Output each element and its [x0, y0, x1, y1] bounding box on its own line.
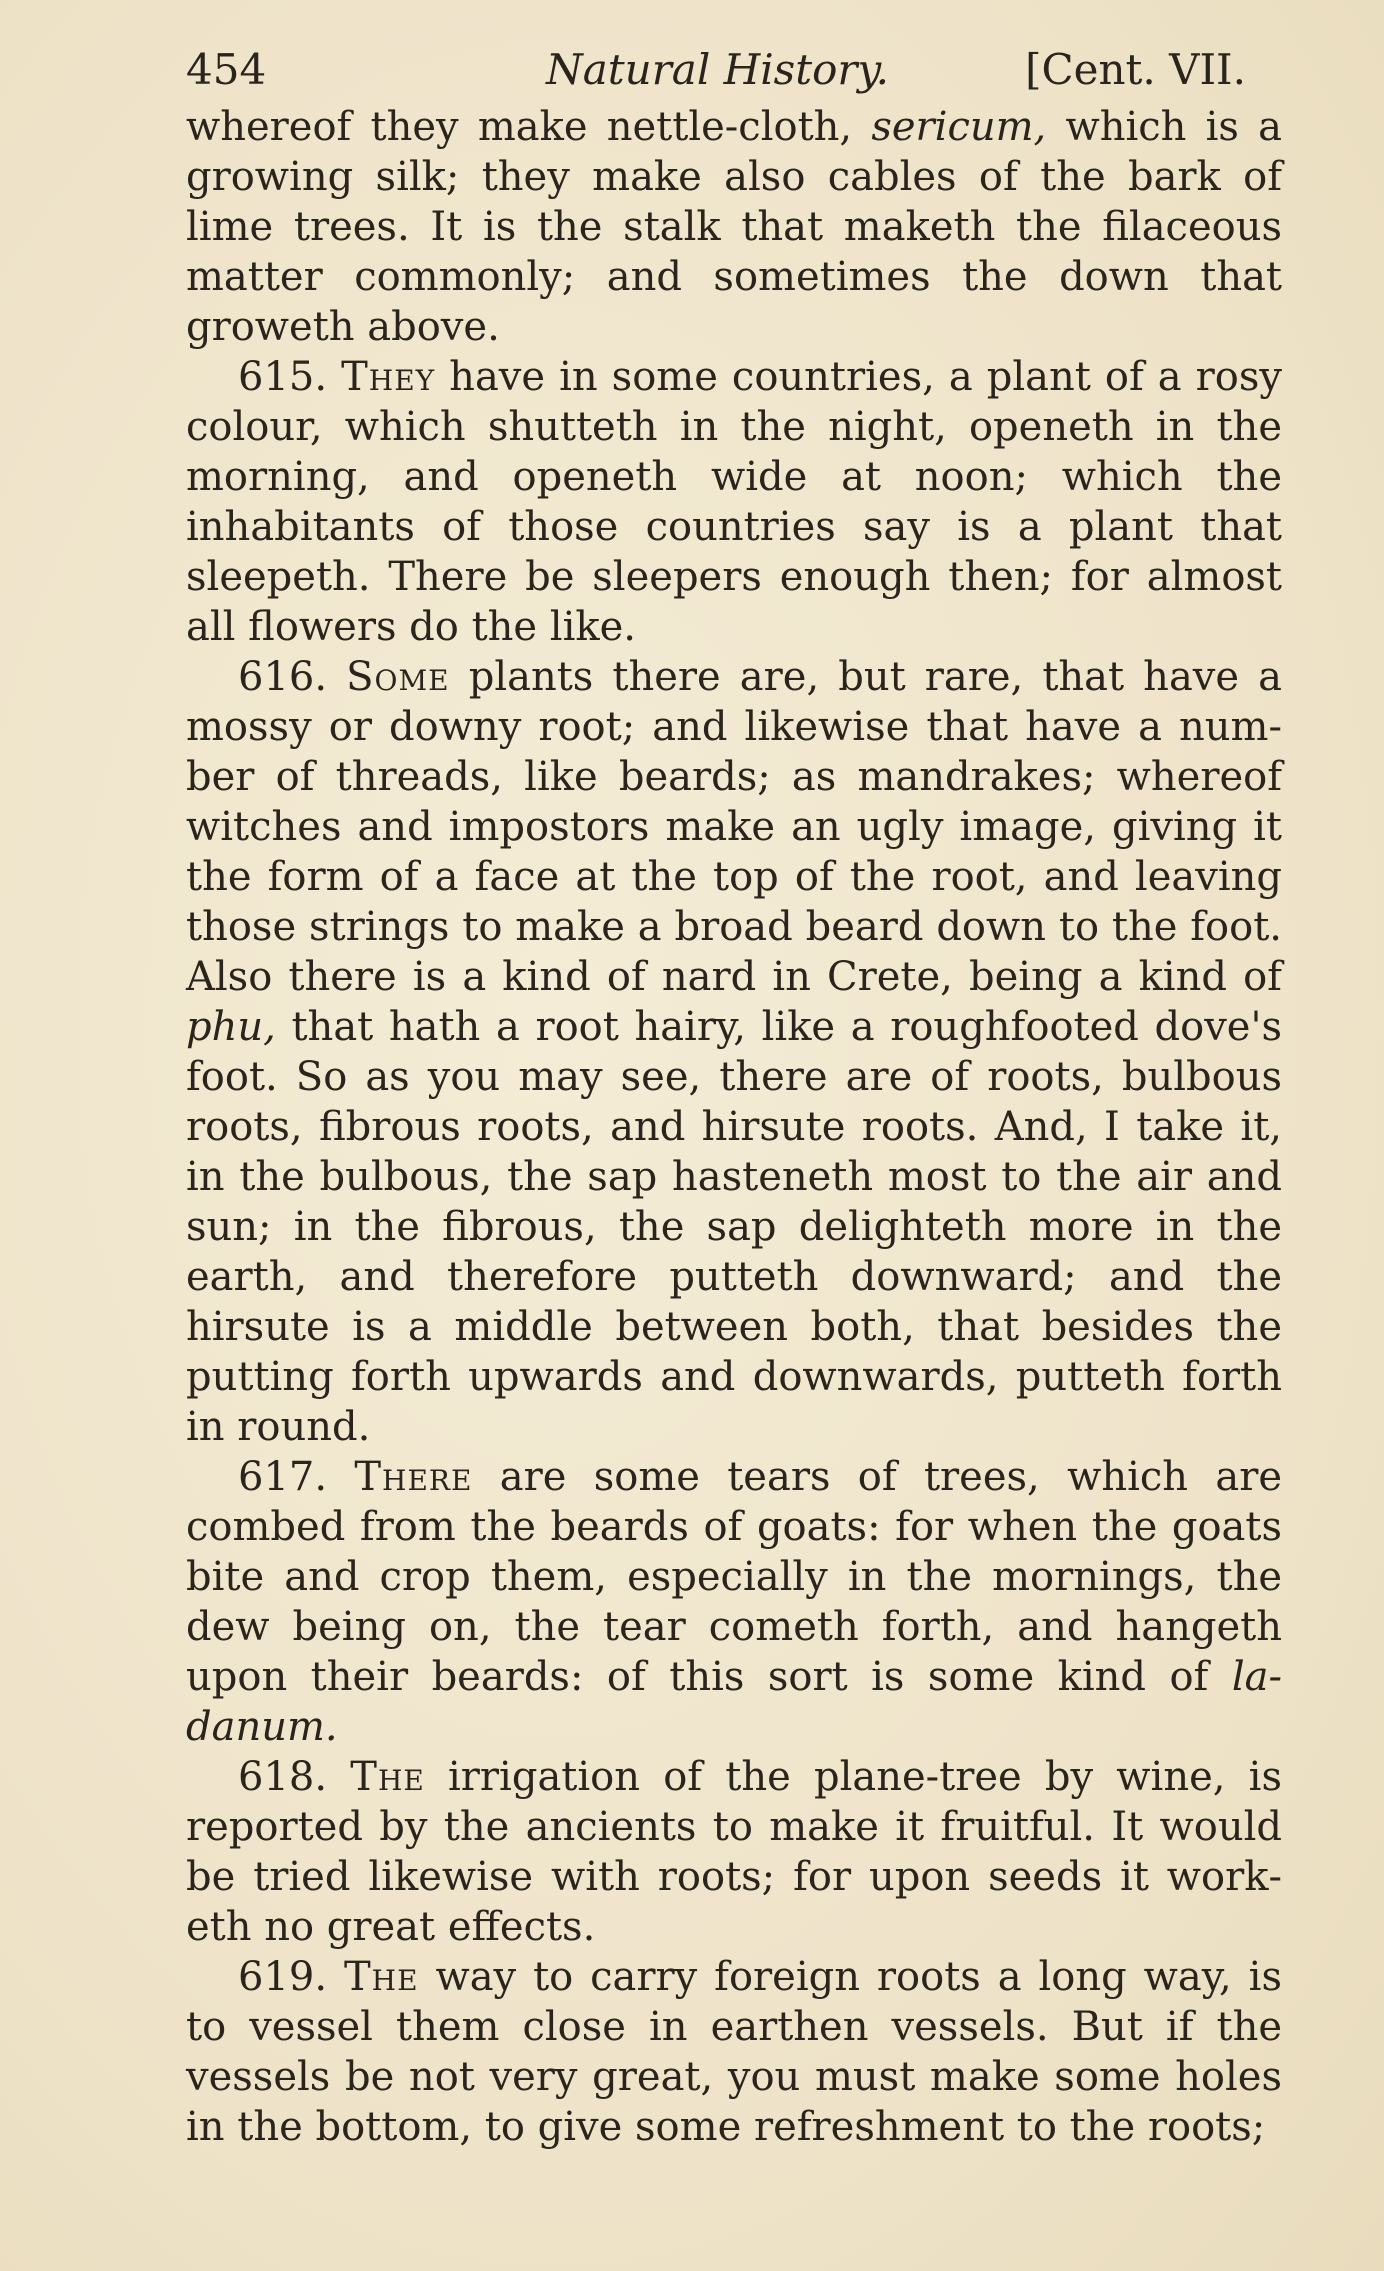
italic-term-phu: phu,	[186, 1004, 276, 1050]
section-text: are some tears of trees, which are combed from the beards of goats: for when the goats bite and crop them, especially in the mornings, the dew being on, the tear cometh forth, and hangeth upon their beards: of this sort is some kind of	[186, 1454, 1282, 1700]
section-lead-word: There	[354, 1454, 473, 1500]
continuation-text-start: whereof they make nettle-cloth,	[186, 104, 872, 150]
section-text: have in some countries, a plant of a rosy colour, which shutteth in the night, openeth in the morning, and openeth wide at noon; which the inhabitants of those countries say is a plant that sleepeth. There be sleepers enough then; for almost all flowers do the like.	[186, 354, 1283, 650]
continuation-paragraph	[186, 102, 1282, 352]
running-head	[186, 38, 1282, 102]
section-number: 619.	[238, 1954, 328, 2000]
book-page	[186, 38, 1282, 2152]
italic-term-sericum: sericum,	[871, 104, 1047, 150]
section-text-continued: that hath a root hairy, like a roughfooted dove's foot. So as you may see, there are of roots, bulbous roots, fibrous roots, and hirsute roots. And, I take it, in the bulbous, the sap hasteneth most to the air and sun; in the fibrous, the sap delighteth more in the earth, and therefore putteth downward; and the hirsute is a middle between both, that besides the putting forth upwards and downwards, putteth forth in round.	[186, 1004, 1282, 1450]
body-text	[186, 102, 1282, 2152]
section-number: 615.	[238, 354, 328, 400]
italic-term-ladanum: ladanum.	[186, 1654, 1282, 1750]
century-label: [Cent. VII.	[1025, 45, 1246, 94]
page-number: 454	[186, 45, 267, 94]
section-text: plants there are, but rare, that have a mossy or downy root; and likewise that have a number of threads, like beards; as mandrakes; whereof witches and impostors make an ugly image, giving it the form of a face at the top of the root, and leaving those strings to make a broad beard down to the foot. Also there is a kind of nard in Crete, being a kind of	[186, 654, 1282, 1000]
section-616	[186, 652, 1282, 1452]
section-number: 616.	[238, 654, 328, 700]
continuation-text-end: which is a growing silk; they make also cables of the bark of lime trees. It is the stalk that maketh the filaceous matter commonly; and sometimes the down that groweth above.	[186, 104, 1282, 350]
section-lead-word: The	[350, 1754, 425, 1800]
section-number: 618.	[238, 1754, 328, 1800]
section-615	[186, 352, 1282, 652]
section-text: way to carry foreign roots a long way, is to vessel them close in earthen vessels. But if the vessels be not very great, you must make some holes in the bottom, to give some refreshment to the roots;	[186, 1954, 1283, 2150]
running-title: Natural History.	[546, 45, 889, 94]
section-617	[186, 1452, 1282, 1752]
section-lead-word: They	[341, 354, 436, 400]
section-618	[186, 1752, 1282, 1952]
section-lead-word: Some	[346, 654, 450, 700]
section-number: 617.	[238, 1454, 328, 1500]
section-text: irrigation of the plane-tree by wine, is reported by the ancients to make it fruitful. It would be tried likewise with roots; for upon seeds it worketh no great effects.	[186, 1754, 1283, 1950]
section-619	[186, 1952, 1282, 2152]
section-lead-word: The	[344, 1954, 419, 2000]
